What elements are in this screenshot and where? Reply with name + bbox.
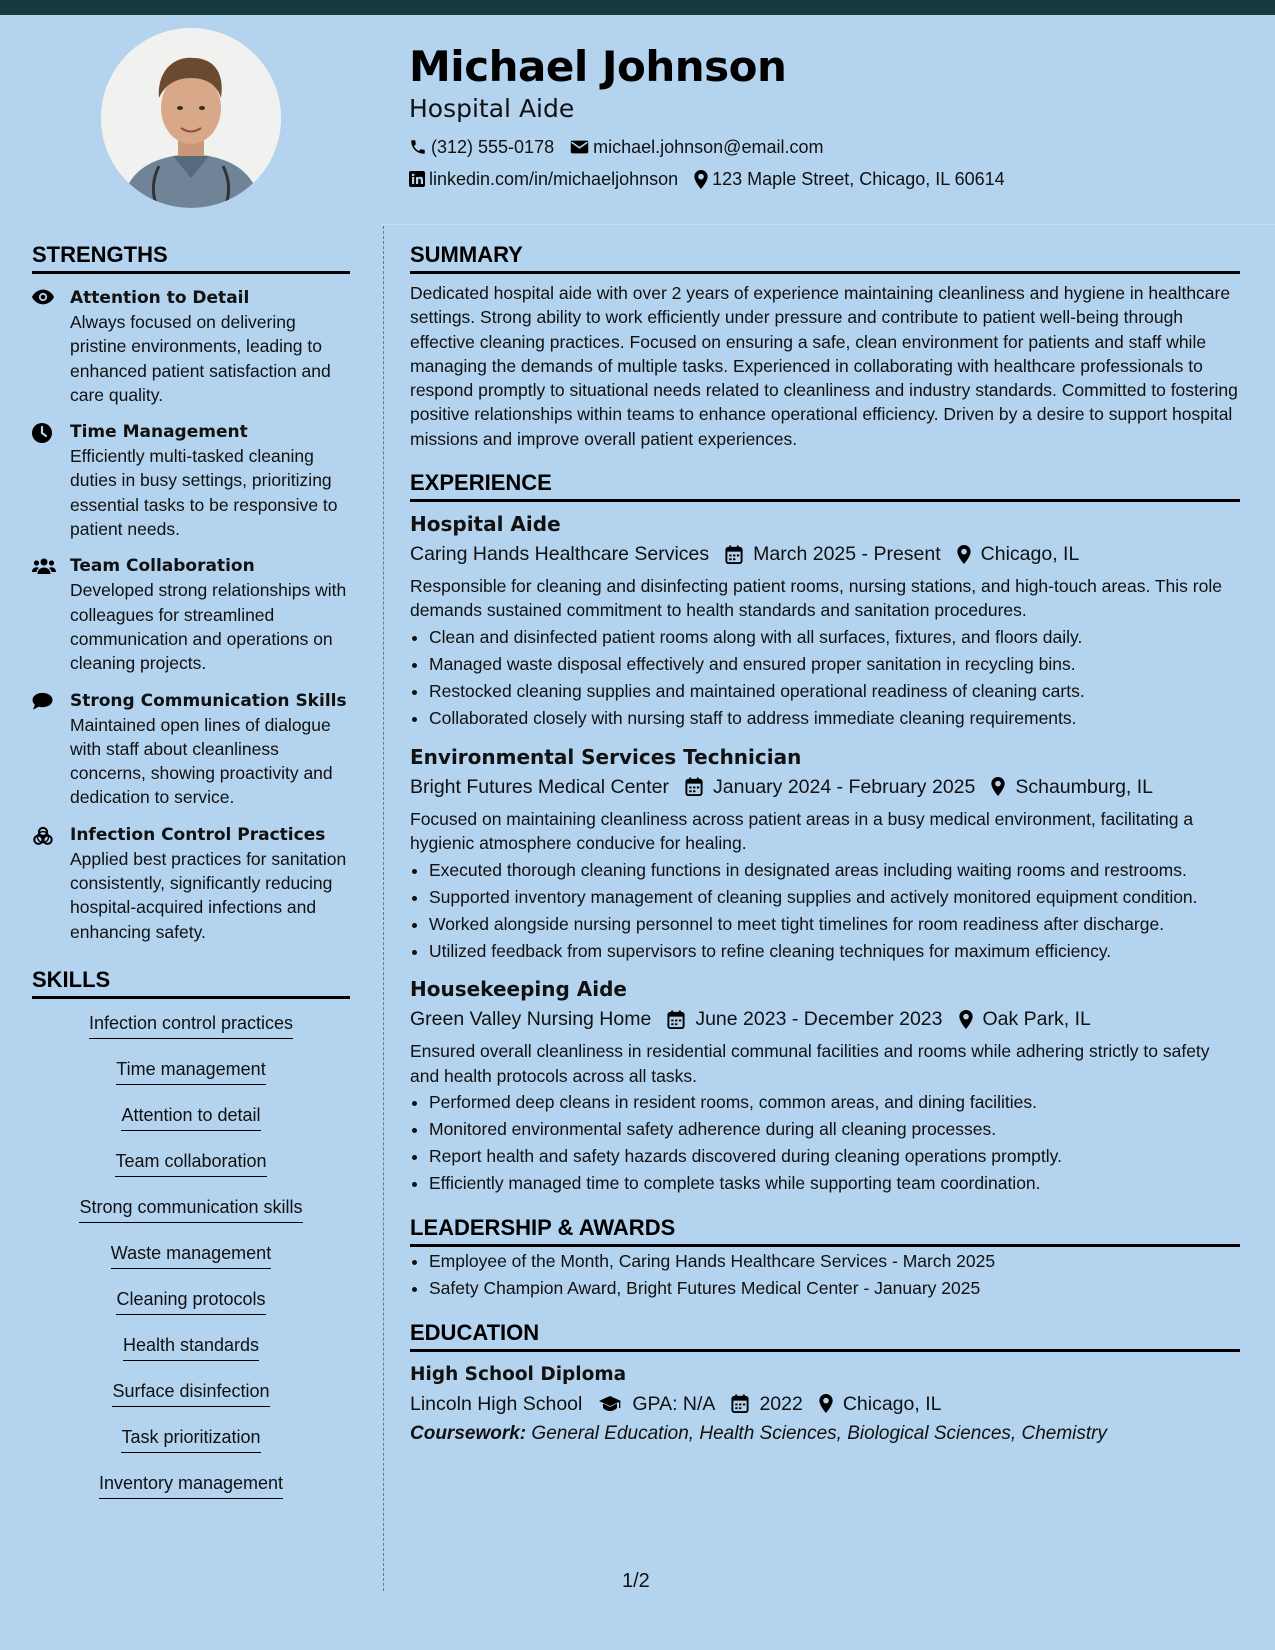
- job-bullets: [410, 625, 1240, 731]
- linkedin-text[interactable]: linkedin.com/in/michaeljohnson: [429, 168, 679, 189]
- skill-tag: Time management: [116, 1057, 265, 1085]
- job-title: Environmental Services Technician: [410, 744, 802, 769]
- skill-tag: Attention to detail: [121, 1103, 260, 1131]
- email-text[interactable]: michael.johnson@email.com: [593, 136, 824, 157]
- job-bullet: • Clean and disinfected patient rooms along with all surfaces, fixtures, and floors daily.: [429, 625, 1240, 650]
- strength-item: [32, 420, 350, 541]
- graduation-year: 2022: [759, 1392, 803, 1415]
- awards-list: [410, 1249, 1240, 1301]
- job-bullet: • Collaborated closely with nursing staff to address immediate cleaning requirements.: [429, 706, 1240, 731]
- calendar-icon: [685, 777, 703, 796]
- strength-title: Team Collaboration: [70, 556, 255, 577]
- strength-desc: Maintained open lines of dialogue with staff about cleanliness concerns, showing proactivity and dedication to service.: [70, 714, 333, 808]
- job-location: Schaumburg, IL: [1015, 775, 1154, 798]
- strength-item: [32, 554, 350, 675]
- skill-tag: Cleaning protocols: [116, 1287, 265, 1315]
- strength-desc: Efficiently multi-tasked cleaning duties in busy settings, prioritizing essential tasks to be responsive to patient needs.: [70, 446, 338, 540]
- skill-tag: Strong communication skills: [79, 1195, 302, 1223]
- page-number: 1/2: [622, 1570, 650, 1592]
- job-entry: [410, 510, 1240, 731]
- skill-tag: Task prioritization: [121, 1425, 260, 1453]
- school-name: Lincoln High School: [410, 1392, 583, 1415]
- strength-item: [32, 286, 350, 407]
- resume-header: [409, 42, 1249, 194]
- linkedin-contact[interactable]: [409, 169, 678, 190]
- right-column: [410, 241, 1240, 1449]
- job-bullet: • Executed thorough cleaning functions in designated areas including waiting rooms and restrooms.: [429, 858, 1240, 883]
- linkedin-icon: [409, 171, 425, 187]
- coursework-label: Coursework:: [410, 1422, 527, 1444]
- job-title: Housekeeping Aide: [410, 977, 627, 1002]
- skill-tag: Health standards: [123, 1333, 259, 1361]
- leadership-heading: LEADERSHIP & AWARDS: [410, 1214, 1240, 1247]
- eye-icon: [32, 289, 54, 305]
- award-item: • Employee of the Month, Caring Hands Healthcare Services - March 2025: [429, 1249, 1240, 1274]
- job-bullet: • Restocked cleaning supplies and maintained operational readiness of cleaning carts.: [429, 679, 1240, 704]
- address-text: 123 Maple Street, Chicago, IL 60614: [712, 168, 1005, 189]
- degree-title: High School Diploma: [410, 1363, 627, 1385]
- address-contact: [694, 169, 1005, 190]
- strength-item: [32, 689, 350, 810]
- job-dates: March 2025 - Present: [753, 543, 941, 566]
- header-divider: [380, 224, 1275, 225]
- map-pin-icon: [694, 170, 708, 189]
- job-bullet: • Efficiently managed time to complete tasks while supporting team coordination.: [429, 1171, 1240, 1196]
- job-bullet: • Performed deep cleans in resident rooms, common areas, and dining facilities.: [429, 1090, 1240, 1115]
- skills-heading: SKILLS: [32, 966, 350, 999]
- comment-icon: [32, 692, 53, 710]
- job-dates: January 2024 - February 2025: [713, 775, 976, 798]
- strength-desc: Developed strong relationships with colleagues for streamlined communication and operations on cleaning projects.: [70, 580, 347, 674]
- award-item: • Safety Champion Award, Bright Futures Medical Center - January 2025: [429, 1276, 1240, 1301]
- phone-contact: [409, 137, 554, 158]
- job-entry: [410, 743, 1240, 964]
- skill-tag: Inventory management: [99, 1471, 283, 1499]
- job-bullet: • Managed waste disposal effectively and ensured proper sanitation in recycling bins.: [429, 652, 1240, 677]
- experience-heading: EXPERIENCE: [410, 469, 1240, 502]
- company-name: Bright Futures Medical Center: [410, 775, 670, 798]
- job-bullets: [410, 858, 1240, 964]
- job-description: Responsible for cleaning and disinfecting patient rooms, nursing stations, and high-touch areas. This role demands sustained commitment to health standards and sanitation procedures.: [410, 576, 1222, 621]
- job-bullets: [410, 1090, 1240, 1196]
- strengths-list: [32, 286, 350, 944]
- users-icon: [32, 557, 56, 575]
- job-description: Focused on maintaining cleanliness across patient areas in a busy medical environment, facilitating a hygienic atmosphere conducive for healing.: [410, 808, 1194, 853]
- job-bullet: • Supported inventory management of cleaning supplies and actively monitored equipment condition.: [429, 885, 1240, 910]
- coursework: [410, 1419, 1240, 1449]
- job-location: Oak Park, IL: [982, 1008, 1091, 1031]
- job-bullet: • Monitored environmental safety adherence during all cleaning processes.: [429, 1117, 1240, 1142]
- skill-tag: Team collaboration: [115, 1149, 266, 1177]
- summary-heading: SUMMARY: [410, 241, 1240, 274]
- job-dates: June 2023 - December 2023: [695, 1008, 943, 1031]
- job-location: Chicago, IL: [980, 543, 1080, 566]
- skill-tag: Surface disinfection: [112, 1379, 269, 1407]
- strengths-heading: STRENGTHS: [32, 241, 350, 274]
- company-name: Green Valley Nursing Home: [410, 1008, 652, 1031]
- envelope-icon: [570, 139, 589, 155]
- gpa-text: GPA: N/A: [632, 1392, 716, 1415]
- clock-icon: [32, 423, 52, 443]
- job-title: Hospital Aide: [410, 512, 561, 537]
- job-bullet: • Report health and safety hazards discovered during cleaning operations promptly.: [429, 1144, 1240, 1169]
- company-name: Caring Hands Healthcare Services: [410, 543, 710, 566]
- skill-tag: Infection control practices: [89, 1011, 293, 1039]
- strength-item: [32, 823, 350, 944]
- education-heading: EDUCATION: [410, 1319, 1240, 1352]
- map-pin-icon: [819, 1394, 833, 1413]
- coursework-list: General Education, Health Sciences, Biological Sciences, Chemistry: [531, 1422, 1107, 1444]
- map-pin-icon: [991, 777, 1005, 796]
- summary-text: Dedicated hospital aide with over 2 years of experience maintaining cleanliness and hygiene in healthcare settings. Strong ability to work efficiently under pressure and contribute to patient well-being through effective cleaning practices. Focused on ensuring a safe, clean environment for patients and staff while managing the demands of multiple tasks. Experienced in collaborating with healthcare professionals to respond promptly to situational needs related to cleanliness and industry standards. Committed to fostering positive relationships within teams to enhance operational efficiency. Driven by a desire to support hospital missions and improve overall patient experiences.: [410, 283, 1238, 449]
- left-column: [32, 241, 350, 1517]
- map-pin-icon: [959, 1010, 973, 1029]
- strength-title: Time Management: [70, 422, 248, 443]
- job-bullet: • Utilized feedback from supervisors to refine cleaning techniques for maximum efficiency.: [429, 939, 1240, 964]
- graduation-cap-icon: [598, 1395, 622, 1413]
- calendar-icon: [731, 1394, 749, 1413]
- job-bullet: • Worked alongside nursing personnel to meet tight timelines for room readiness after discharge.: [429, 912, 1240, 937]
- candidate-role: Hospital Aide: [409, 94, 575, 123]
- profile-photo: [101, 28, 281, 208]
- strength-title: Strong Communication Skills: [70, 690, 347, 711]
- strength-desc: Always focused on delivering pristine environments, leading to enhanced patient satisfaction and care quality.: [70, 312, 331, 405]
- candidate-name: Michael Johnson: [409, 42, 787, 91]
- strength-title: Infection Control Practices: [70, 824, 326, 845]
- skills-list: [32, 1011, 350, 1517]
- top-accent-bar: [0, 0, 1275, 15]
- job-description: Ensured overall cleanliness in residential communal facilities and rooms while adhering strictly to safety and health protocols across all tasks.: [410, 1041, 1210, 1086]
- phone-icon: [409, 138, 427, 156]
- phone-text: (312) 555-0178: [431, 136, 555, 157]
- calendar-icon: [725, 545, 743, 564]
- map-pin-icon: [957, 545, 971, 564]
- school-location: Chicago, IL: [842, 1392, 942, 1415]
- calendar-icon: [667, 1010, 685, 1029]
- strength-desc: Applied best practices for sanitation consistently, significantly reducing hospital-acquired infections and enhancing safety.: [70, 848, 347, 942]
- job-entry: [410, 975, 1240, 1196]
- biohazard-icon: [32, 826, 54, 848]
- column-divider: [383, 226, 384, 1591]
- strength-title: Attention to Detail: [70, 288, 250, 308]
- skill-tag: Waste management: [111, 1241, 271, 1269]
- email-contact[interactable]: [570, 137, 823, 158]
